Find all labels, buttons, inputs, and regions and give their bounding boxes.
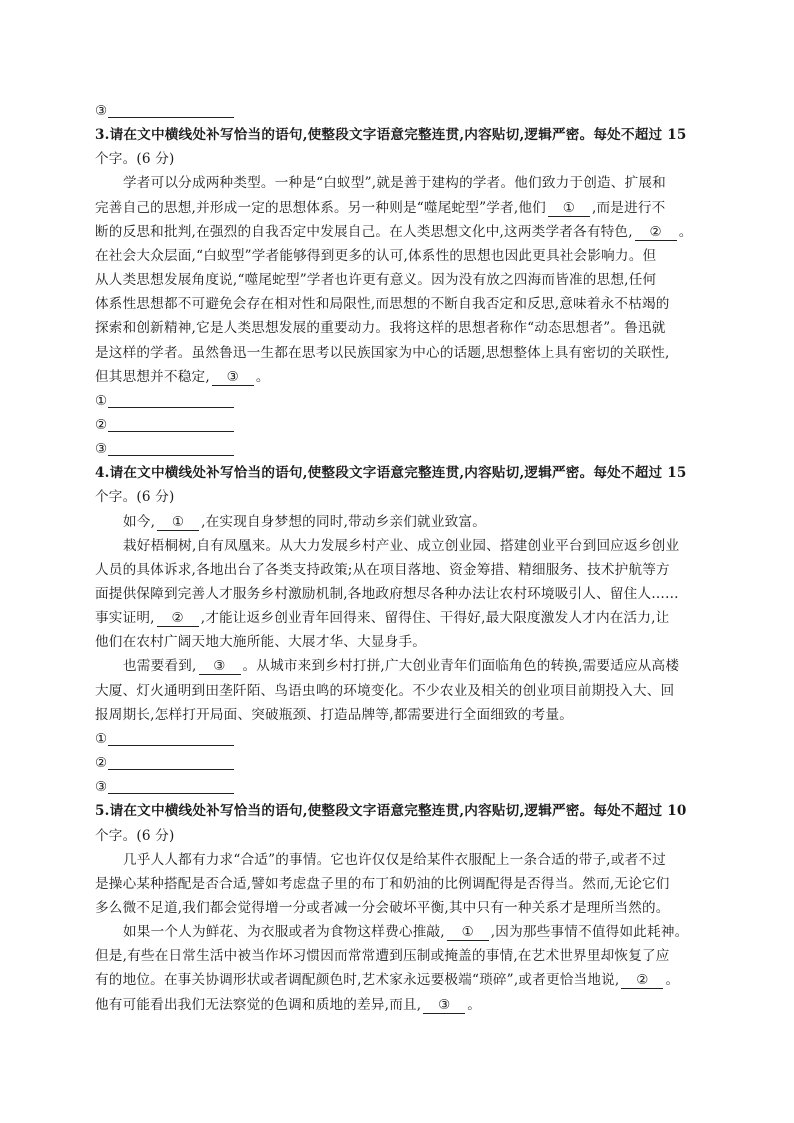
inline-blank[interactable]: ①: [548, 200, 590, 217]
inline-blank[interactable]: ①: [447, 924, 489, 941]
inline-blank[interactable]: ②: [635, 224, 677, 241]
question-heading: [95, 461, 695, 485]
answer-line: [95, 413, 695, 437]
text-line: [95, 485, 695, 509]
text-line: [123, 848, 723, 872]
line-text: 断的反思和批判,在强烈的自我否定中发展自己。在人类思想文化中,这两类学者各有特色,: [95, 223, 633, 240]
line-text: 个字。(6 分): [95, 489, 175, 506]
answer-mark: ③: [95, 103, 108, 119]
line-text-after: 。: [665, 972, 680, 989]
text-line: [123, 171, 723, 195]
answer-line: [95, 727, 695, 751]
text-line: [95, 582, 695, 606]
text-line: [123, 510, 723, 534]
line-text: 但是,有些在日常生活中被当作坏习惯因而常常遭到压制或掩盖的事情,在艺术世界里却恢复了应: [95, 948, 670, 965]
line-text: 报周期长,怎样打开局面、突破瓶颈、打造品牌等,都需要进行全面细致的考量。: [95, 706, 574, 723]
text-line: [95, 968, 695, 992]
inline-blank[interactable]: ③: [199, 658, 241, 675]
text-line: [95, 872, 695, 896]
line-text: 5.请在文中横线处补写恰当的语句,使整段文字语意完整连贯,内容贴切,逻辑严密。每处不超过 10: [95, 803, 687, 820]
text-line: [123, 654, 723, 678]
text-line: [95, 341, 695, 365]
question-heading: [95, 123, 695, 147]
text-line: [95, 292, 695, 316]
line-text: 也需要看到,: [123, 658, 197, 675]
line-text: 有的地位。在事关协调形状或者调配颜色时,艺术家永远要极端“琐碎”,或者更恰当地说,: [95, 972, 620, 989]
answer-line: [95, 389, 695, 413]
line-text: 4.请在文中横线处补写恰当的语句,使整段文字语意完整连贯,内容贴切,逻辑严密。每处不超过 15: [95, 465, 687, 482]
line-text: 但其思想并不稳定,: [95, 368, 210, 385]
text-line: [123, 920, 723, 944]
answer-mark: ③: [95, 441, 108, 458]
answer-blank[interactable]: [108, 755, 234, 770]
line-text: 在社会大众层面,“白蚁型”学者能够得到更多的认可,体系性的思想也因此更具社会影响力。但: [95, 247, 657, 264]
text-line: [95, 679, 695, 703]
line-text: 事实证明,: [95, 610, 155, 627]
answer-line: [95, 437, 695, 461]
text-line: [123, 534, 723, 558]
answer-line: [95, 775, 695, 799]
answer-blank[interactable]: [108, 417, 234, 432]
line-text-after: ,在实现自身梦想的同时,带动乡亲们就业致富。: [201, 513, 487, 530]
inline-blank[interactable]: ③: [212, 369, 254, 386]
line-text: 他有可能看出我们无法察觉的色调和质地的差异,而且,: [95, 996, 422, 1013]
line-text: 面提供保障到完善人才服务乡村激励机制,各地政府想尽各种办法让农村环境吸引人、留住人……: [95, 586, 679, 602]
line-text: 体系性思想都不可避免会存在相对性和局限性,而思想的不断自我否定和反思,意味着永不枯竭的: [95, 296, 670, 313]
text-line: [95, 993, 695, 1017]
line-text: 他们在农村广阔天地大施所能、大展才华、大显身手。: [95, 634, 427, 651]
line-text: 大厦、灯火通明到田垄阡陌、鸟语虫鸣的环境变化。不少农业及相关的创业项目前期投入大、回: [95, 682, 675, 699]
line-text: 如果一个人为鲜花、为衣服或者为食物这样费心推敲,: [123, 924, 445, 941]
text-line: [95, 147, 695, 171]
answer-blank[interactable]: [108, 393, 234, 408]
text-line: [95, 365, 695, 389]
text-line: [95, 824, 695, 848]
answer-blank[interactable]: [108, 731, 234, 746]
line-text: 完善自己的思想,并形成一定的思想体系。另一种则是“噬尾蛇型”学者,他们: [95, 199, 546, 216]
text-line: [95, 558, 695, 582]
line-text-after: ,而是进行不: [591, 199, 666, 216]
line-text: 3.请在文中横线处补写恰当的语句,使整段文字语意完整连贯,内容贴切,逻辑严密。每处不超过 15: [95, 127, 687, 144]
line-text: 多么微不足道,我们都会觉得增一分或者减一分会破坏平衡,其中只有一种关系才是理所当然的。: [95, 899, 670, 916]
text-line: [95, 220, 695, 244]
inline-blank[interactable]: ②: [621, 972, 663, 989]
line-text-after: 。从城市来到乡村打拼,广大创业青年们面临角色的转换,需要适应从高楼: [242, 658, 680, 675]
text-line: [95, 606, 695, 630]
text-line: [95, 630, 695, 654]
answer-mark: ①: [95, 730, 108, 747]
text-line: [95, 703, 695, 727]
inline-blank[interactable]: ①: [157, 514, 199, 531]
line-text: 从人类思想发展角度说,“噬尾蛇型”学者也许更有意义。因为没有放之四海而皆准的思想,任何: [95, 272, 657, 288]
text-line: [95, 244, 695, 268]
line-text: 个字。(6 分): [95, 827, 175, 844]
line-text-after: ,因为那些事情不值得如此耗神。: [490, 924, 689, 941]
answer-blank[interactable]: [108, 779, 234, 794]
line-text: 几乎人人都有力求“合适”的事情。它也许仅仅是给某件衣服配上一条合适的带子,或者不过: [123, 851, 666, 868]
line-text: 人员的具体诉求,各地出台了各类支持政策;从在项目落地、资金筹措、精细服务、技术护航等方: [95, 561, 670, 578]
text-line: [95, 268, 695, 292]
line-text: 栽好梧桐树,自有凤凰来。从大力发展乡村产业、成立创业园、搭建创业平台到回应返乡创业: [123, 537, 680, 554]
line-text-after: 。: [678, 223, 693, 240]
answer-mark: ②: [95, 416, 108, 433]
inline-blank[interactable]: ③: [423, 997, 465, 1014]
line-text: 是这样的学者。虽然鲁迅一生都在思考以民族国家为中心的话题,思想整体上具有密切的关联性,: [95, 344, 670, 361]
text-line: [95, 944, 695, 968]
answer-mark: ②: [95, 755, 108, 771]
line-text: 是操心某种搭配是否合适,譬如考虑盘子里的布丁和奶油的比例调配得是否得当。然而,无论它们: [95, 875, 670, 892]
line-text-after: ,才能让返乡创业青年回得来、留得住、干得好,最大限度激发人才内在活力,让: [200, 610, 670, 627]
line-text: 探索和创新精神,它是人类思想发展的重要动力。我将这样的思想者称作“动态思想者”。鲁迅就: [95, 320, 666, 337]
inline-blank[interactable]: ②: [157, 610, 199, 627]
text-line: [95, 896, 695, 920]
line-text: 学者可以分成两种类型。一种是“白蚁型”,就是善于建构的学者。他们致力于创造、扩展和: [123, 175, 666, 192]
answer-blank[interactable]: [108, 103, 234, 118]
text-line: [95, 196, 695, 220]
line-text: 个字。(6 分): [95, 151, 175, 168]
text-line: [95, 316, 695, 340]
line-text-after: 。: [255, 368, 270, 385]
answer-blank[interactable]: [108, 441, 234, 456]
question-heading: [95, 799, 695, 823]
answer-mark: ①: [95, 392, 108, 409]
answer-line: [95, 99, 695, 123]
answer-mark: ③: [95, 779, 108, 796]
line-text-after: 。: [467, 996, 482, 1013]
line-text: 如今,: [123, 513, 156, 530]
answer-line: [95, 751, 695, 775]
